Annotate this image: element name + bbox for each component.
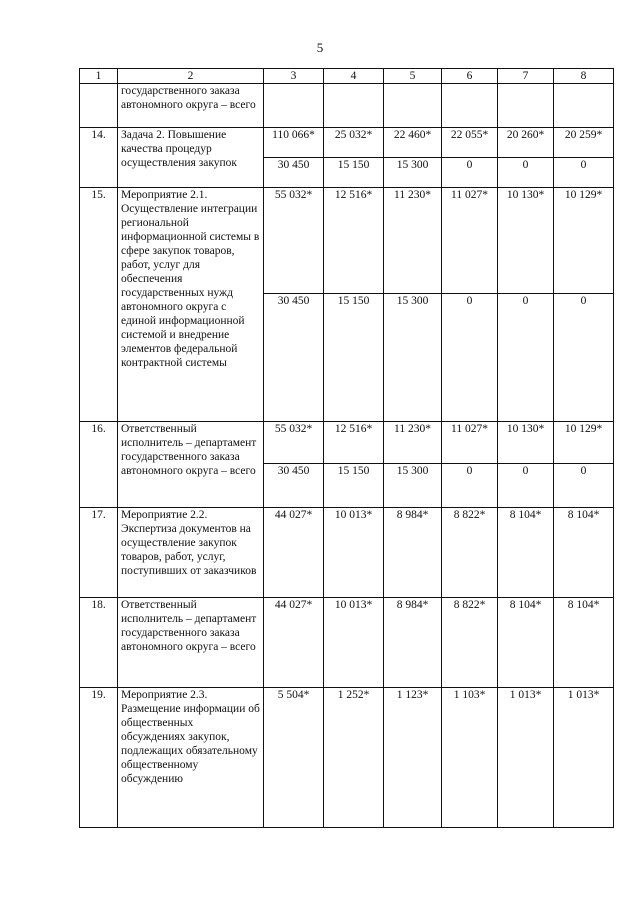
table-row <box>80 422 614 464</box>
value-cell: 8 104* <box>498 508 554 598</box>
row-name: Мероприятие 2.3. Размещение информации об общественных обсуждениях закупок, подлежащих обязательному общественному обсуждению <box>118 688 264 828</box>
value-cell: 15 300 <box>384 158 442 188</box>
value-cell: 11 027* <box>442 188 498 294</box>
value-cell: 15 150 <box>324 158 384 188</box>
row-number: 16. <box>80 422 118 508</box>
header-cell: 6 <box>442 69 498 84</box>
value-cell: 15 300 <box>384 294 442 422</box>
value-cell: 44 027* <box>264 508 324 598</box>
value-cell: 10 130* <box>498 422 554 464</box>
table-row <box>80 188 614 294</box>
value-cell: 12 516* <box>324 188 384 294</box>
row-number: 14. <box>80 128 118 188</box>
value-cell: 11 230* <box>384 188 442 294</box>
value-cell: 0 <box>498 294 554 422</box>
value-cell: 0 <box>554 294 614 422</box>
value-cell: 0 <box>442 464 498 508</box>
page-number: 5 <box>316 40 324 55</box>
value-cell: 30 450 <box>264 158 324 188</box>
header-cell: 7 <box>498 69 554 84</box>
value-cell: 8 104* <box>554 598 614 688</box>
value-cell: 10 013* <box>324 508 384 598</box>
value-cell: 30 450 <box>264 294 324 422</box>
value-cell: 1 013* <box>498 688 554 828</box>
value-cell: 8 984* <box>384 508 442 598</box>
value-cell: 0 <box>498 464 554 508</box>
value-cell: 110 066* <box>264 128 324 158</box>
row-number <box>80 84 118 128</box>
table-row <box>80 128 614 158</box>
row-name: Ответственный исполнитель – департамент государственного заказа автономного округа – всего <box>118 422 264 508</box>
value-cell: 20 259* <box>554 128 614 158</box>
header-cell: 2 <box>118 69 264 84</box>
value-cell: 22 460* <box>384 128 442 158</box>
header-cell: 5 <box>384 69 442 84</box>
header-cell: 4 <box>324 69 384 84</box>
value-cell: 15 300 <box>384 464 442 508</box>
value-cell: 1 103* <box>442 688 498 828</box>
value-cell: 20 260* <box>498 128 554 158</box>
row-name: Ответственный исполнитель – департамент государственного заказа автономного округа – всего <box>118 598 264 688</box>
value-cell: 1 013* <box>554 688 614 828</box>
row-number: 19. <box>80 688 118 828</box>
value-cell: 8 822* <box>442 508 498 598</box>
row-number: 18. <box>80 598 118 688</box>
value-cell: 8 104* <box>498 598 554 688</box>
value-cell: 15 150 <box>324 464 384 508</box>
table-row <box>80 688 614 828</box>
table-header-row <box>80 69 614 84</box>
value-cell: 8 984* <box>384 598 442 688</box>
budget-table <box>79 68 614 828</box>
header-cell: 3 <box>264 69 324 84</box>
header-cell: 8 <box>554 69 614 84</box>
value-cell: 8 822* <box>442 598 498 688</box>
row-name: государственного заказа автономного округа – всего <box>118 84 264 128</box>
value-cell: 0 <box>442 158 498 188</box>
value-cell: 25 032* <box>324 128 384 158</box>
value-cell: 12 516* <box>324 422 384 464</box>
value-cell: 44 027* <box>264 598 324 688</box>
value-cell: 1 123* <box>384 688 442 828</box>
row-name: Мероприятие 2.2. Экспертиза документов на осуществление закупок товаров, работ, услуг, поступивших от заказчиков <box>118 508 264 598</box>
value-cell: 11 027* <box>442 422 498 464</box>
value-cell: 10 130* <box>498 188 554 294</box>
row-name: Мероприятие 2.1. Осуществление интеграции региональной информационной системы в сфере закупок товаров, работ, услуг для обеспечения государственных нужд автономного округа с единой информационной системой и внедрение элементов федеральной контрактной системы <box>118 188 264 422</box>
value-cell: 0 <box>498 158 554 188</box>
table-row <box>80 598 614 688</box>
row-name: Задача 2. Повышение качества процедур осуществления закупок <box>118 128 264 188</box>
value-cell: 30 450 <box>264 464 324 508</box>
header-cell: 1 <box>80 69 118 84</box>
value-cell: 15 150 <box>324 294 384 422</box>
row-number: 15. <box>80 188 118 422</box>
value-cell: 55 032* <box>264 188 324 294</box>
table-row <box>80 508 614 598</box>
value-cell: 0 <box>442 294 498 422</box>
row-number: 17. <box>80 508 118 598</box>
value-cell: 10 129* <box>554 188 614 294</box>
value-cell: 10 013* <box>324 598 384 688</box>
value-cell: 55 032* <box>264 422 324 464</box>
value-cell: 5 504* <box>264 688 324 828</box>
value-cell: 10 129* <box>554 422 614 464</box>
value-cell: 22 055* <box>442 128 498 158</box>
value-cell: 1 252* <box>324 688 384 828</box>
table-row <box>80 84 614 128</box>
value-cell: 0 <box>554 158 614 188</box>
value-cell: 8 104* <box>554 508 614 598</box>
value-cell: 0 <box>554 464 614 508</box>
value-cell: 11 230* <box>384 422 442 464</box>
